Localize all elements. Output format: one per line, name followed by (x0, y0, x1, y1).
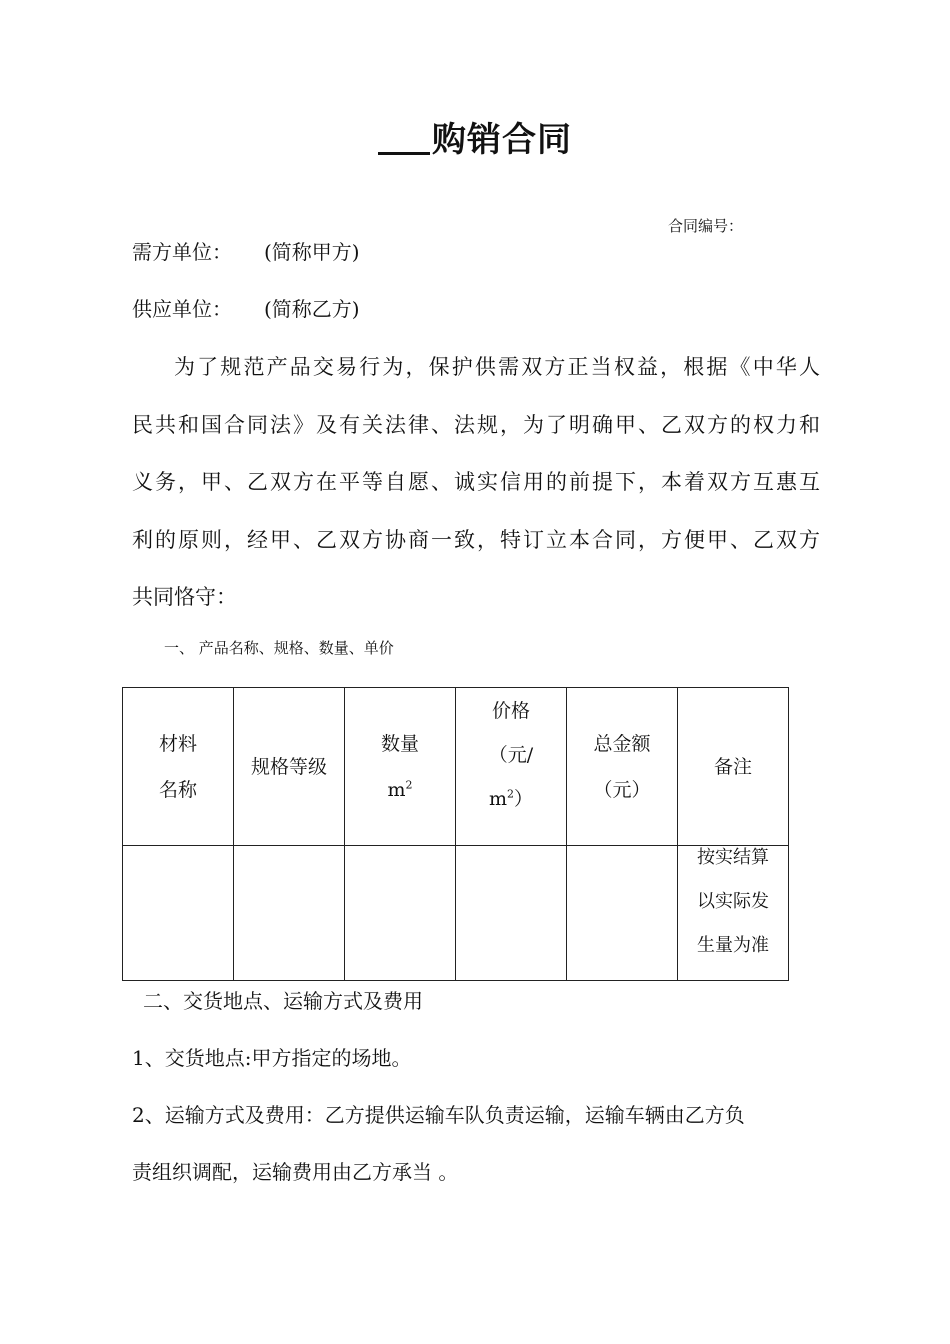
seller-line (132, 293, 360, 322)
item-2-line-1: 2、运输方式及费用：乙方提供运输车队负责运输，运输车辆由乙方负 (132, 1103, 745, 1127)
cell-quantity (345, 846, 456, 981)
cell-material (123, 846, 234, 981)
item-1-delivery-location: 1、交货地点:甲方指定的场地。 (132, 1046, 412, 1070)
table-header-row (123, 688, 789, 846)
buyer-label: 需方单位： (132, 240, 232, 264)
buyer-line (132, 236, 360, 265)
intro-line: 为了规范产品交易行为，保护供需双方正当权益，根据《中华人 (174, 355, 820, 379)
seller-abbr: (简称乙方) (264, 297, 360, 321)
cell-spec (234, 846, 345, 981)
section-1-heading: 一、 产品名称、规格、数量、单价 (164, 639, 394, 657)
title-text: 购销合同 (432, 120, 572, 160)
intro-line: 义务，甲、乙双方在平等自愿、诚实信用的前提下，本着双方互惠互 (132, 470, 820, 494)
intro-line: 民共和国合同法》及有关法律、法规，为了明确甲、乙双方的权力和 (132, 412, 820, 437)
seller-label: 供应单位： (132, 297, 232, 321)
header-total: 总金额 （元） (567, 688, 678, 846)
cell-price (456, 846, 567, 981)
table-row (123, 846, 789, 981)
intro-line: 利的原则，经甲、乙双方协商一致，特订立本合同，方便甲、乙双方 (132, 527, 820, 552)
product-table (122, 687, 789, 981)
intro-line: 共同恪守： (132, 585, 237, 609)
section-2-heading: 二、交货地点、运输方式及费用 (143, 989, 423, 1013)
header-material: 材料 名称 (123, 688, 234, 846)
cell-total (567, 846, 678, 981)
contract-number-label: 合同编号： (668, 217, 744, 235)
buyer-abbr: (简称甲方) (264, 240, 360, 264)
header-note: 备注 (678, 688, 789, 846)
contract-title (0, 112, 950, 161)
cell-note: 按实结算 以实际发 生量为准 (678, 846, 789, 981)
header-price: 价格 （元/ $m^2$） (456, 688, 567, 846)
header-spec: 规格等级 (234, 688, 345, 846)
item-2-line-2: 责组织调配，运输费用由乙方承当 。 (132, 1160, 459, 1184)
header-quantity: 数量 $m^2$ (345, 688, 456, 846)
title-blank-line (378, 151, 430, 155)
intro-paragraph (132, 339, 820, 627)
